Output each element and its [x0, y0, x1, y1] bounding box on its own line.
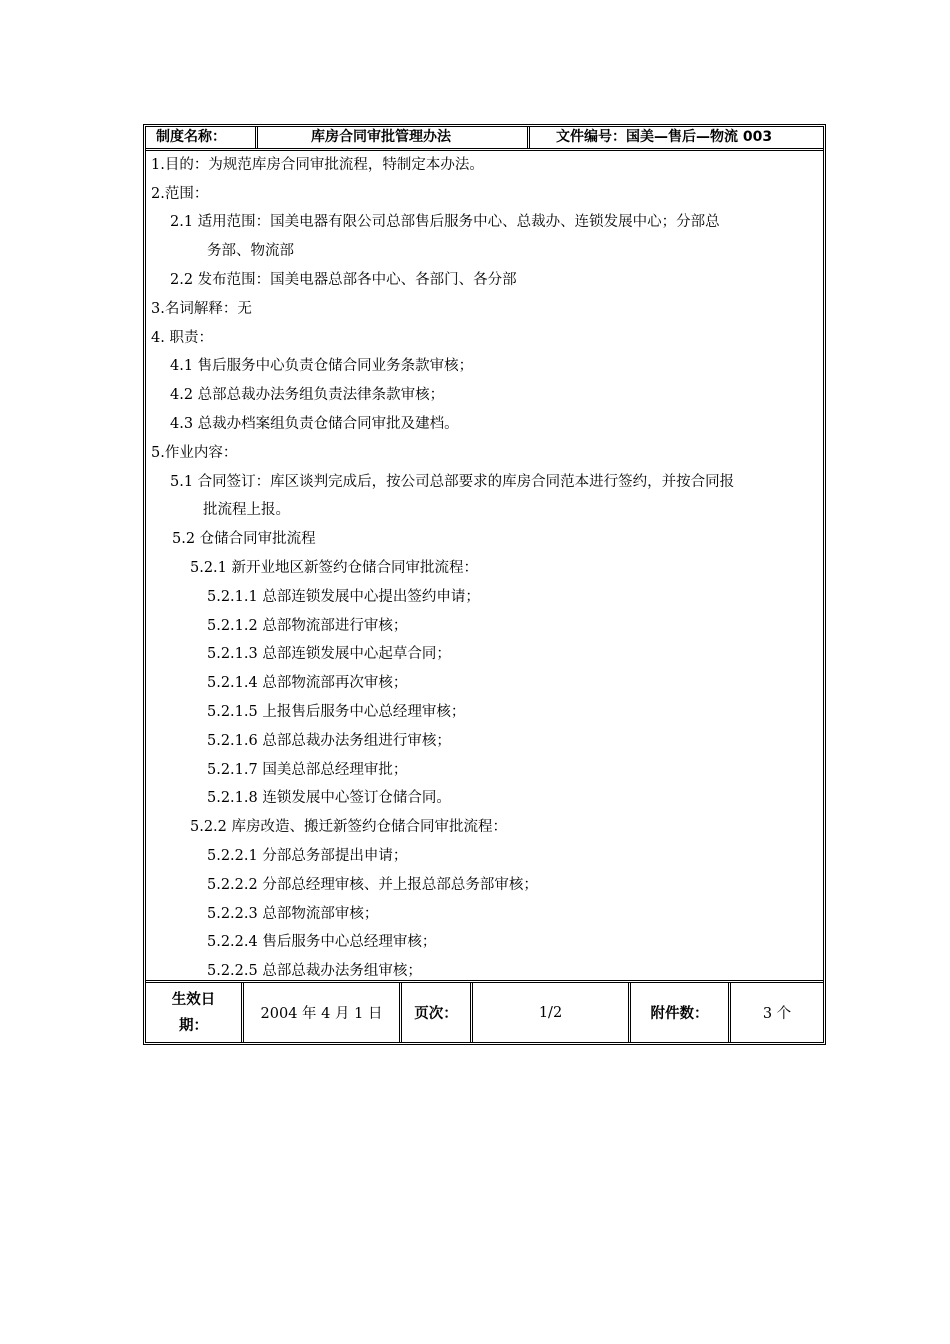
page-label: 页次： — [414, 1006, 458, 1022]
body-line: 5.2.1.3 总部连锁发展中心起草合同； — [207, 646, 451, 662]
body-line: 5.2.2 库房改造、搬迁新签约仓储合同审批流程： — [190, 819, 508, 835]
body-line: 5.作业内容： — [151, 445, 238, 461]
header-row — [146, 127, 823, 151]
body-line: 5.2.1.6 总部总裁办法务组进行审核； — [207, 733, 451, 749]
body-line: 2.范围： — [151, 186, 209, 202]
footer-row — [146, 980, 823, 1042]
body-line: 2.1 适用范围：国美电器有限公司总部售后服务中心、总裁办、连锁发展中心；分部总 — [170, 214, 720, 230]
effective-date-label — [146, 983, 241, 1042]
effective-label-line2: 期： — [179, 1017, 208, 1034]
name-label: 制度名称： — [156, 129, 226, 145]
body-line: 5.2.1.4 总部物流部再次审核； — [207, 675, 408, 691]
document-body — [146, 151, 823, 983]
attachment-label: 附件数： — [650, 1006, 709, 1022]
body-line: 5.2.2.1 分部总务部提出申请； — [207, 848, 408, 864]
regulation-document — [143, 124, 826, 1045]
body-line: 4. 职责： — [151, 330, 213, 346]
body-line: 务部、物流部 — [207, 243, 294, 259]
page-value: 1/2 — [538, 1004, 563, 1021]
body-line: 5.2.2.5 总部总裁办法务组审核； — [207, 963, 422, 979]
body-line: 1.目的：为规范库房合同审批流程，特制定本办法。 — [151, 157, 484, 173]
effective-label-line1: 生效日 — [171, 991, 216, 1008]
body-line: 5.2.1 新开业地区新签约仓储合同审批流程： — [190, 560, 479, 576]
body-line: 3.名词解释：无 — [151, 301, 252, 317]
body-line: 批流程上报。 — [203, 502, 290, 518]
header-divider — [527, 127, 530, 148]
body-line: 5.2.2.2 分部总经理审核、并上报总部总务部审核； — [207, 877, 538, 893]
attachment-value: 3 个 — [762, 1006, 792, 1022]
body-line: 5.2.2.4 售后服务中心总经理审核； — [207, 934, 437, 950]
body-line: 4.1 售后服务中心负责仓储合同业务条款审核； — [170, 358, 474, 374]
document-number: 文件编号：国美—售后—物流 003 — [556, 129, 773, 145]
body-line: 5.1 合同签订：库区谈判完成后，按公司总部要求的库房合同范本进行签约，并按合同报 — [170, 474, 735, 490]
header-divider — [255, 127, 258, 148]
body-line: 4.2 总部总裁办法务组负责法律条款审核； — [170, 387, 445, 403]
body-line: 5.2.1.2 总部物流部进行审核； — [207, 618, 408, 634]
body-line: 5.2.1.1 总部连锁发展中心提出签约申请； — [207, 589, 480, 605]
body-line: 2.2 发布范围：国美电器总部各中心、各部门、各分部 — [170, 272, 517, 288]
body-line: 5.2.2.3 总部物流部审核； — [207, 906, 379, 922]
body-line: 5.2.1.8 连锁发展中心签订仓储合同。 — [207, 790, 451, 806]
body-line: 5.2.1.5 上报售后服务中心总经理审核； — [207, 704, 466, 720]
document-title: 库房合同审批管理办法 — [311, 129, 451, 145]
body-line: 5.2.1.7 国美总部总经理审批； — [207, 762, 408, 778]
effective-date-value: 2004 年 4 月 1 日 — [260, 1006, 383, 1022]
body-line: 4.3 总裁办档案组负责仓储合同审批及建档。 — [170, 416, 459, 432]
body-line: 5.2 仓储合同审批流程 — [172, 531, 316, 547]
